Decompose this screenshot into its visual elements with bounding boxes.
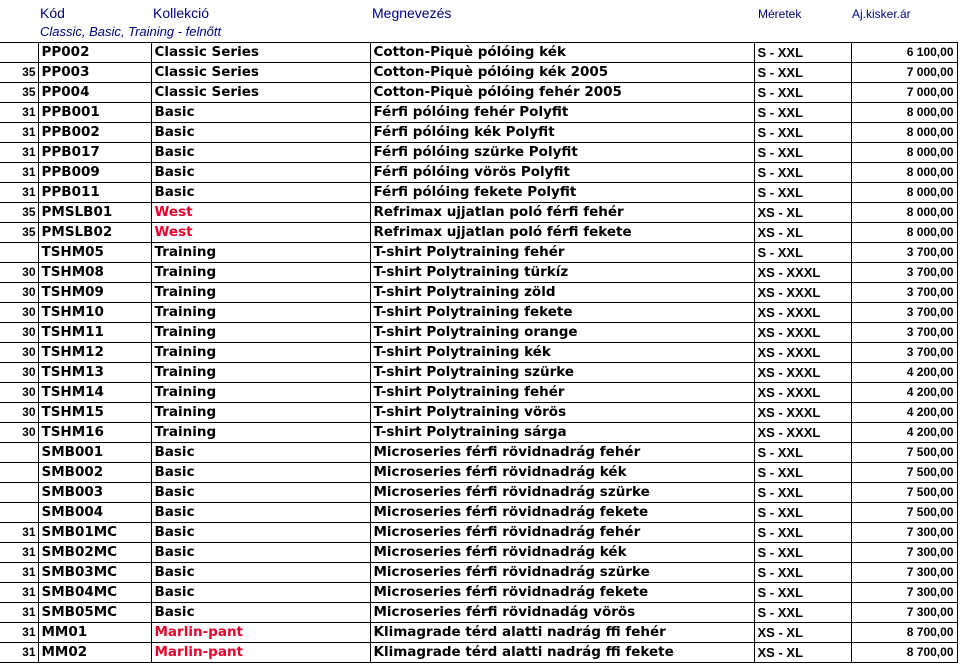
product-code: PPB009 bbox=[38, 163, 151, 183]
product-code: SMB04MC bbox=[38, 583, 151, 603]
table-row bbox=[0, 623, 957, 643]
size-range: S - XXL bbox=[754, 123, 851, 143]
product-name: Microseries férfi rövidnadrág szürke bbox=[370, 483, 754, 503]
size-range: S - XXL bbox=[754, 63, 851, 83]
product-code: TSHM05 bbox=[38, 243, 151, 263]
table-row bbox=[0, 343, 957, 363]
row-number: 30 bbox=[0, 283, 38, 303]
collection-name: West bbox=[151, 203, 370, 223]
size-range: S - XXL bbox=[754, 183, 851, 203]
table-row bbox=[0, 63, 957, 83]
retail-price: 8 000,00 bbox=[851, 183, 957, 203]
retail-price: 3 700,00 bbox=[851, 283, 957, 303]
size-range: S - XXL bbox=[754, 603, 851, 623]
retail-price: 4 200,00 bbox=[851, 403, 957, 423]
table-row bbox=[0, 43, 957, 63]
collection-name: Basic bbox=[151, 463, 370, 483]
header-ar: Aj.kisker.ár bbox=[852, 7, 911, 21]
product-name: Microseries férfi rövidnadrág szürke bbox=[370, 563, 754, 583]
collection-name: Classic Series bbox=[151, 63, 370, 83]
collection-name: Basic bbox=[151, 583, 370, 603]
product-code: TSHM09 bbox=[38, 283, 151, 303]
product-code: TSHM12 bbox=[38, 343, 151, 363]
retail-price: 6 100,00 bbox=[851, 43, 957, 63]
collection-name: Basic bbox=[151, 163, 370, 183]
retail-price: 7 500,00 bbox=[851, 443, 957, 463]
collection-name: Classic Series bbox=[151, 43, 370, 63]
row-number bbox=[0, 243, 38, 263]
collection-name: West bbox=[151, 223, 370, 243]
product-code: PP003 bbox=[38, 63, 151, 83]
row-number: 30 bbox=[0, 363, 38, 383]
collection-name: Training bbox=[151, 283, 370, 303]
row-number: 31 bbox=[0, 163, 38, 183]
retail-price: 3 700,00 bbox=[851, 243, 957, 263]
row-number bbox=[0, 483, 38, 503]
table-row bbox=[0, 643, 957, 663]
product-name: Cotton-Piquè pólóing fehér 2005 bbox=[370, 83, 754, 103]
table-row bbox=[0, 483, 957, 503]
table-row bbox=[0, 103, 957, 123]
size-range: S - XXL bbox=[754, 543, 851, 563]
product-name: Refrimax ujjatlan poló férfi fehér bbox=[370, 203, 754, 223]
product-name: T-shirt Polytraining türkíz bbox=[370, 263, 754, 283]
collection-name: Marlin-pant bbox=[151, 623, 370, 643]
retail-price: 7 300,00 bbox=[851, 543, 957, 563]
table-row bbox=[0, 303, 957, 323]
row-number: 30 bbox=[0, 383, 38, 403]
row-number bbox=[0, 503, 38, 523]
table-row bbox=[0, 163, 957, 183]
size-range: XS - XXXL bbox=[754, 363, 851, 383]
retail-price: 4 200,00 bbox=[851, 383, 957, 403]
product-name: Klimagrade térd alatti nadrág ffi fekete bbox=[370, 643, 754, 663]
product-name: Klimagrade térd alatti nadrág ffi fehér bbox=[370, 623, 754, 643]
product-name: Refrimax ujjatlan poló férfi fekete bbox=[370, 223, 754, 243]
size-range: XS - XXXL bbox=[754, 423, 851, 443]
collection-name: Classic Series bbox=[151, 83, 370, 103]
collection-name: Training bbox=[151, 403, 370, 423]
product-code: PP002 bbox=[38, 43, 151, 63]
retail-price: 8 700,00 bbox=[851, 623, 957, 643]
table-row bbox=[0, 523, 957, 543]
table-row bbox=[0, 323, 957, 343]
size-range: S - XXL bbox=[754, 563, 851, 583]
row-number: 31 bbox=[0, 603, 38, 623]
collection-name: Training bbox=[151, 383, 370, 403]
header-kod: Kód bbox=[40, 5, 65, 21]
collection-name: Training bbox=[151, 423, 370, 443]
product-code: TSHM16 bbox=[38, 423, 151, 443]
size-range: S - XXL bbox=[754, 103, 851, 123]
product-name: Cotton-Piquè pólóing kék bbox=[370, 43, 754, 63]
table-row bbox=[0, 463, 957, 483]
product-name: Cotton-Piquè pólóing kék 2005 bbox=[370, 63, 754, 83]
row-number: 31 bbox=[0, 543, 38, 563]
row-number: 31 bbox=[0, 583, 38, 603]
row-number: 35 bbox=[0, 63, 38, 83]
product-name: Microseries férfi rövidnadrág kék bbox=[370, 543, 754, 563]
size-range: S - XXL bbox=[754, 143, 851, 163]
retail-price: 4 200,00 bbox=[851, 363, 957, 383]
table-row bbox=[0, 143, 957, 163]
size-range: XS - XXXL bbox=[754, 263, 851, 283]
size-range: XS - XXXL bbox=[754, 283, 851, 303]
product-code: SMB02MC bbox=[38, 543, 151, 563]
row-number: 31 bbox=[0, 123, 38, 143]
product-code: PPB017 bbox=[38, 143, 151, 163]
table-row bbox=[0, 183, 957, 203]
product-name: Microseries férfi rövidnadrág fekete bbox=[370, 583, 754, 603]
collection-name: Basic bbox=[151, 483, 370, 503]
retail-price: 7 300,00 bbox=[851, 583, 957, 603]
row-number: 31 bbox=[0, 103, 38, 123]
product-code: PPB002 bbox=[38, 123, 151, 143]
table-row bbox=[0, 283, 957, 303]
product-name: T-shirt Polytraining fekete bbox=[370, 303, 754, 323]
row-number: 31 bbox=[0, 643, 38, 663]
product-name: Microseries férfi rövidnadág vörös bbox=[370, 603, 754, 623]
row-number bbox=[0, 443, 38, 463]
size-range: XS - XXXL bbox=[754, 343, 851, 363]
product-code: SMB004 bbox=[38, 503, 151, 523]
collection-name: Basic bbox=[151, 103, 370, 123]
product-code: TSHM14 bbox=[38, 383, 151, 403]
table-row bbox=[0, 363, 957, 383]
product-code: TSHM15 bbox=[38, 403, 151, 423]
product-code: TSHM10 bbox=[38, 303, 151, 323]
table-row bbox=[0, 563, 957, 583]
product-name: T-shirt Polytraining orange bbox=[370, 323, 754, 343]
product-name: Férfi pólóing szürke Polyfit bbox=[370, 143, 754, 163]
size-range: S - XXL bbox=[754, 443, 851, 463]
row-number: 35 bbox=[0, 203, 38, 223]
product-name: Microseries férfi rövidnadrág fehér bbox=[370, 523, 754, 543]
row-number: 31 bbox=[0, 183, 38, 203]
product-name: T-shirt Polytraining zöld bbox=[370, 283, 754, 303]
product-name: T-shirt Polytraining szürke bbox=[370, 363, 754, 383]
row-number bbox=[0, 43, 38, 63]
retail-price: 4 200,00 bbox=[851, 423, 957, 443]
product-name: T-shirt Polytraining vörös bbox=[370, 403, 754, 423]
collection-name: Basic bbox=[151, 503, 370, 523]
collection-name: Training bbox=[151, 303, 370, 323]
retail-price: 7 300,00 bbox=[851, 603, 957, 623]
size-range: XS - XL bbox=[754, 643, 851, 663]
retail-price: 7 000,00 bbox=[851, 63, 957, 83]
row-number: 30 bbox=[0, 343, 38, 363]
row-number: 31 bbox=[0, 523, 38, 543]
table-row bbox=[0, 603, 957, 623]
collection-name: Basic bbox=[151, 603, 370, 623]
size-range: XS - XXXL bbox=[754, 323, 851, 343]
size-range: S - XXL bbox=[754, 83, 851, 103]
collection-name: Training bbox=[151, 323, 370, 343]
retail-price: 7 000,00 bbox=[851, 83, 957, 103]
size-range: S - XXL bbox=[754, 43, 851, 63]
table-row bbox=[0, 203, 957, 223]
header-meretek: Méretek bbox=[758, 7, 802, 21]
row-number: 31 bbox=[0, 623, 38, 643]
collection-name: Marlin-pant bbox=[151, 643, 370, 663]
size-range: XS - XXXL bbox=[754, 403, 851, 423]
size-range: S - XXL bbox=[754, 163, 851, 183]
product-name: Férfi pólóing fehér Polyfit bbox=[370, 103, 754, 123]
column-header-bar bbox=[0, 0, 960, 22]
table-row bbox=[0, 583, 957, 603]
product-name: Microseries férfi rövidnadrág fehér bbox=[370, 443, 754, 463]
collection-name: Training bbox=[151, 263, 370, 283]
retail-price: 8 000,00 bbox=[851, 143, 957, 163]
product-code: TSHM11 bbox=[38, 323, 151, 343]
size-range: XS - XL bbox=[754, 623, 851, 643]
retail-price: 8 000,00 bbox=[851, 223, 957, 243]
retail-price: 8 000,00 bbox=[851, 103, 957, 123]
product-name: T-shirt Polytraining sárga bbox=[370, 423, 754, 443]
product-code: SMB003 bbox=[38, 483, 151, 503]
product-code: SMB001 bbox=[38, 443, 151, 463]
retail-price: 3 700,00 bbox=[851, 303, 957, 323]
product-code: PP004 bbox=[38, 83, 151, 103]
retail-price: 3 700,00 bbox=[851, 323, 957, 343]
retail-price: 7 300,00 bbox=[851, 523, 957, 543]
product-code: PMSLB01 bbox=[38, 203, 151, 223]
size-range: XS - XXXL bbox=[754, 383, 851, 403]
table-row bbox=[0, 443, 957, 463]
retail-price: 8 000,00 bbox=[851, 203, 957, 223]
collection-name: Basic bbox=[151, 523, 370, 543]
product-name: T-shirt Polytraining fehér bbox=[370, 243, 754, 263]
table-row bbox=[0, 423, 957, 443]
header-kollekcio: Kollekció bbox=[153, 5, 210, 21]
row-number bbox=[0, 463, 38, 483]
product-name: Férfi pólóing kék Polyfit bbox=[370, 123, 754, 143]
header-megnevezes: Megnevezés bbox=[372, 5, 452, 21]
table-row bbox=[0, 243, 957, 263]
row-number: 30 bbox=[0, 423, 38, 443]
size-range: XS - XL bbox=[754, 223, 851, 243]
collection-name: Basic bbox=[151, 443, 370, 463]
size-range: S - XXL bbox=[754, 583, 851, 603]
product-code: TSHM13 bbox=[38, 363, 151, 383]
retail-price: 3 700,00 bbox=[851, 263, 957, 283]
row-number: 30 bbox=[0, 303, 38, 323]
size-range: S - XXL bbox=[754, 243, 851, 263]
product-code: SMB01MC bbox=[38, 523, 151, 543]
table-row bbox=[0, 223, 957, 243]
product-code: PPB011 bbox=[38, 183, 151, 203]
product-name: T-shirt Polytraining kék bbox=[370, 343, 754, 363]
size-range: S - XXL bbox=[754, 463, 851, 483]
row-number: 30 bbox=[0, 263, 38, 283]
size-range: S - XXL bbox=[754, 503, 851, 523]
product-name: Férfi pólóing vörös Polyfit bbox=[370, 163, 754, 183]
product-code: SMB002 bbox=[38, 463, 151, 483]
row-number: 31 bbox=[0, 143, 38, 163]
collection-name: Training bbox=[151, 243, 370, 263]
retail-price: 7 500,00 bbox=[851, 463, 957, 483]
size-range: XS - XL bbox=[754, 203, 851, 223]
table-row bbox=[0, 503, 957, 523]
size-range: S - XXL bbox=[754, 483, 851, 503]
table-row bbox=[0, 403, 957, 423]
retail-price: 7 500,00 bbox=[851, 483, 957, 503]
collection-name: Basic bbox=[151, 543, 370, 563]
table-row bbox=[0, 263, 957, 283]
product-code: MM01 bbox=[38, 623, 151, 643]
collection-name: Basic bbox=[151, 123, 370, 143]
retail-price: 7 500,00 bbox=[851, 503, 957, 523]
size-range: XS - XXXL bbox=[754, 303, 851, 323]
size-range: S - XXL bbox=[754, 523, 851, 543]
retail-price: 8 000,00 bbox=[851, 163, 957, 183]
product-name: Microseries férfi rövidnadrág kék bbox=[370, 463, 754, 483]
collection-name: Training bbox=[151, 363, 370, 383]
row-number: 35 bbox=[0, 223, 38, 243]
retail-price: 8 700,00 bbox=[851, 643, 957, 663]
collection-name: Basic bbox=[151, 183, 370, 203]
table-row bbox=[0, 83, 957, 103]
row-number: 30 bbox=[0, 323, 38, 343]
table-row bbox=[0, 543, 957, 563]
retail-price: 8 000,00 bbox=[851, 123, 957, 143]
table-row bbox=[0, 383, 957, 403]
table-row bbox=[0, 123, 957, 143]
section-subtitle: Classic, Basic, Training - felnőtt bbox=[40, 24, 222, 39]
row-number: 31 bbox=[0, 563, 38, 583]
product-code: MM02 bbox=[38, 643, 151, 663]
price-table bbox=[0, 42, 960, 663]
product-code: SMB03MC bbox=[38, 563, 151, 583]
product-name: Férfi pólóing fekete Polyfit bbox=[370, 183, 754, 203]
row-number: 30 bbox=[0, 403, 38, 423]
product-name: T-shirt Polytraining fehér bbox=[370, 383, 754, 403]
price-table-body bbox=[0, 43, 957, 663]
retail-price: 7 300,00 bbox=[851, 563, 957, 583]
collection-name: Basic bbox=[151, 143, 370, 163]
retail-price: 3 700,00 bbox=[851, 343, 957, 363]
collection-name: Basic bbox=[151, 563, 370, 583]
product-code: PPB001 bbox=[38, 103, 151, 123]
product-code: PMSLB02 bbox=[38, 223, 151, 243]
collection-name: Training bbox=[151, 343, 370, 363]
product-name: Microseries férfi rövidnadrág fekete bbox=[370, 503, 754, 523]
row-number: 35 bbox=[0, 83, 38, 103]
product-code: TSHM08 bbox=[38, 263, 151, 283]
product-code: SMB05MC bbox=[38, 603, 151, 623]
